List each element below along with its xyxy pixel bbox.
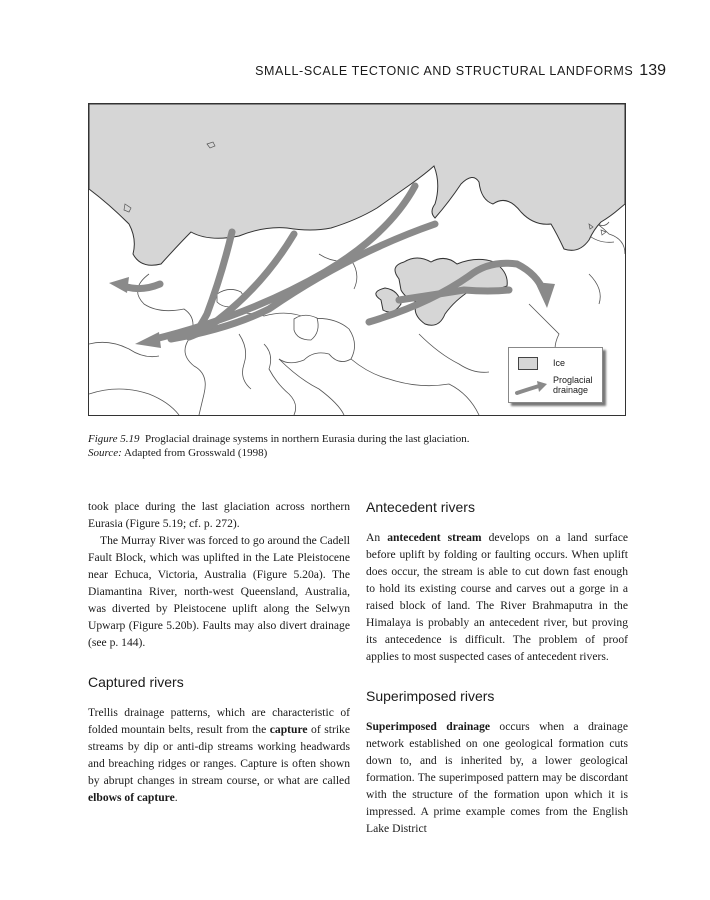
ice-swatch — [518, 357, 538, 370]
term-capture: capture — [269, 723, 308, 736]
paragraph: The Murray River was forced to go around the Cadell Fault Block, which was uplifted in the Late Pleistocene near Echuca, Victoria, Australia (Figure 5.20a). The Diamantina River, north-west Queensland, Australia, was diverted by Pleistocene uplift along the Selwyn Upwarp (Figure 5.20b). Faults may also divert drainage (see p. 144). — [88, 534, 350, 649]
term-elbows-of-capture: elbows of capture — [88, 791, 175, 804]
left-column — [88, 498, 350, 806]
paragraph: Trellis drainage patterns, which are characteristic of folded mountain belts, result from the capture of strike streams by dip or anti-dip streams working headwards and breaching ridges or ranges. Capture is often shown by abrupt changes in stream course, or what are called elbows of capture. — [88, 706, 350, 804]
paragraph: took place during the last glaciation across northern Eurasia (Figure 5.19; cf. p. 272). — [88, 500, 350, 530]
ice-sheet — [89, 104, 625, 265]
paragraph: Superimposed drainage occurs when a drainage network established on one geological formation cuts down to, and is inherited by, a lower geological formation. The superimposed pattern may be discordant with the structure of the formation upon which it is impressed. A prime example comes from the English Lake District — [366, 720, 628, 835]
right-column — [366, 498, 628, 837]
legend-ice-label: Ice — [553, 358, 566, 368]
source-label: Source: — [88, 447, 122, 459]
map-legend — [508, 347, 603, 403]
section-heading-antecedent: Antecedent rivers — [366, 499, 475, 515]
source-text: Adapted from Grosswald (1998) — [123, 447, 268, 459]
figure-label: Figure 5.19 — [88, 433, 140, 445]
figure-text: Proglacial drainage systems in northern Eurasia during the last glaciation. — [145, 433, 470, 445]
section-heading-captured: Captured rivers — [88, 674, 184, 690]
page-number: 139 — [639, 62, 666, 79]
running-head-title: SMALL-SCALE TECTONIC AND STRUCTURAL LANDFORMS — [255, 64, 634, 78]
running-head — [255, 62, 666, 80]
term-superimposed-drainage: Superimposed drainage — [366, 720, 491, 733]
section-heading-superimposed: Superimposed rivers — [366, 688, 495, 704]
legend-drainage-label: Proglacial drainage — [553, 375, 593, 395]
figure-caption — [88, 432, 648, 460]
drainage-arrow-icon — [515, 379, 549, 397]
paragraph: An antecedent stream develops on a land surface before uplift by folding or faulting occurs. When uplift does occur, the stream is able to cut down fast enough to hold its existing course and carves out a gorge in a raised block of land. The River Brahmaputra in the Himalaya is probably an antecedent river, but proving its antecedence is difficult. The problem of proof applies to most suspected cases of antecedent rivers. — [366, 531, 628, 663]
term-antecedent-stream: antecedent stream — [387, 531, 482, 544]
